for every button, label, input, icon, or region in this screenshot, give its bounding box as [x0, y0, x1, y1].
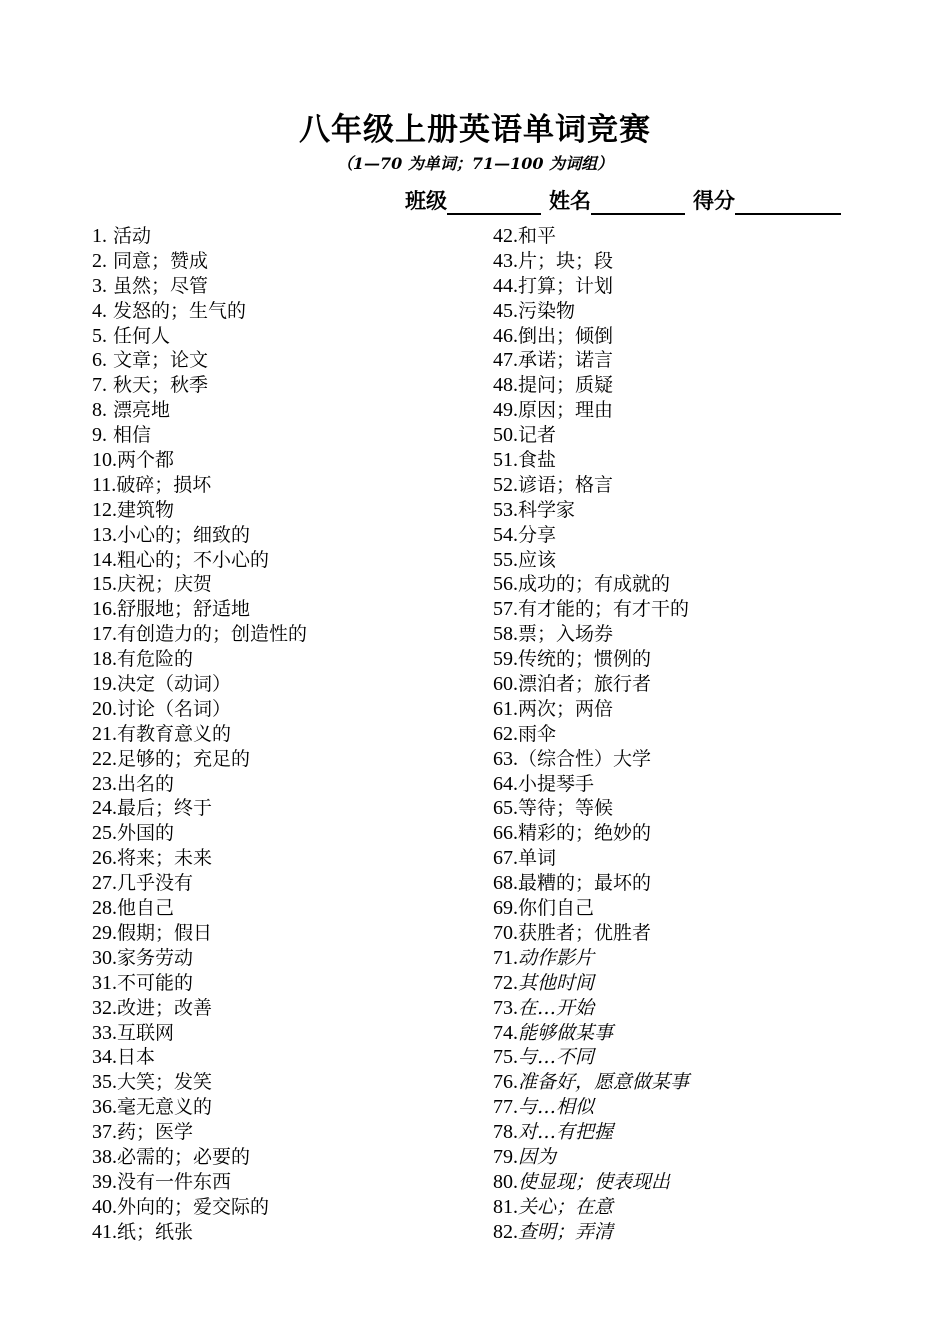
item-text: 出名的 [117, 772, 175, 795]
list-item [92, 1045, 472, 1070]
list-item [92, 398, 472, 423]
item-number: 33. [92, 1021, 117, 1044]
list-item [92, 647, 472, 672]
list-item [493, 299, 933, 324]
list-item [92, 1021, 472, 1046]
item-number: 28. [92, 897, 117, 920]
list-item [493, 946, 933, 971]
item-text: 活动 [113, 225, 152, 247]
item-text: 有才能的；有才干的 [518, 598, 690, 621]
item-text: 粗心的；不小心的 [117, 548, 270, 571]
item-number: 22. [92, 747, 117, 770]
item-number: 71. [493, 946, 518, 969]
list-item [92, 1195, 472, 1220]
item-text: 因为 [518, 1145, 557, 1168]
item-number: 73. [493, 996, 518, 1019]
item-text: 日本 [117, 1046, 156, 1069]
item-number: 4. [92, 299, 107, 322]
list-item [92, 324, 472, 349]
item-number: 74. [493, 1021, 518, 1044]
list-item [493, 423, 933, 448]
item-number: 44. [493, 274, 518, 297]
item-number: 58. [493, 623, 518, 646]
list-item [493, 921, 933, 946]
list-item [92, 846, 472, 871]
item-text: （综合性）大学 [518, 747, 652, 770]
item-number: 31. [92, 971, 117, 994]
list-item [493, 672, 933, 697]
item-number: 47. [493, 349, 518, 372]
item-number: 65. [493, 797, 518, 820]
item-text: 污染物 [518, 299, 576, 322]
item-text: 最糟的；最坏的 [518, 872, 652, 895]
item-number: 56. [493, 573, 518, 596]
item-text: 在…开始 [518, 996, 595, 1019]
list-item [92, 796, 472, 821]
item-text: 必需的；必要的 [117, 1145, 251, 1168]
item-text: 将来；未来 [117, 847, 213, 870]
item-number: 15. [92, 573, 117, 596]
item-text: 承诺；诺言 [518, 349, 614, 372]
item-text: 关心；在意 [518, 1195, 614, 1218]
list-item [92, 1145, 472, 1170]
list-item [92, 249, 472, 274]
item-text: 和平 [518, 225, 557, 247]
item-number: 17. [92, 623, 117, 646]
list-item [92, 1070, 472, 1095]
item-number: 72. [493, 971, 518, 994]
list-item [92, 572, 472, 597]
item-number: 59. [493, 648, 518, 671]
name-blank[interactable] [591, 189, 685, 215]
item-number: 25. [92, 822, 117, 845]
item-number: 55. [493, 548, 518, 571]
item-number: 60. [493, 673, 518, 696]
item-text: 打算；计划 [518, 274, 614, 297]
page-title: 八年级上册英语单词竞赛 [299, 112, 651, 148]
item-number: 2. [92, 249, 107, 272]
list-item [493, 821, 933, 846]
item-text: 他自己 [117, 897, 175, 920]
item-number: 63. [493, 747, 518, 770]
list-item [92, 274, 472, 299]
item-text: 与…相似 [518, 1096, 595, 1119]
list-item [493, 324, 933, 349]
item-text: 食盐 [518, 449, 557, 472]
item-text: 不可能的 [117, 971, 194, 994]
item-number: 26. [92, 847, 117, 870]
item-text: 破碎；损坏 [116, 473, 212, 496]
item-text: 改进；改善 [117, 996, 213, 1019]
item-number: 5. [92, 324, 107, 347]
item-number: 29. [92, 921, 117, 944]
item-number: 20. [92, 697, 117, 720]
item-text: 记者 [518, 424, 557, 447]
item-text: 两次；两倍 [518, 697, 614, 720]
item-text: 等待；等候 [518, 797, 614, 820]
list-item [493, 1120, 933, 1145]
item-number: 27. [92, 872, 117, 895]
item-text: 你们自己 [518, 897, 595, 920]
item-text: 精彩的；绝妙的 [518, 822, 652, 845]
item-number: 78. [493, 1121, 518, 1144]
item-text: 相信 [113, 424, 152, 447]
list-item [493, 548, 933, 573]
item-number: 43. [493, 249, 518, 272]
item-number: 66. [493, 822, 518, 845]
item-number: 79. [493, 1145, 518, 1168]
item-text: 提问；质疑 [518, 374, 614, 397]
item-number: 36. [92, 1096, 117, 1119]
item-number: 16. [92, 598, 117, 621]
list-item [493, 473, 933, 498]
item-number: 67. [493, 847, 518, 870]
item-text: 药；医学 [117, 1121, 194, 1144]
list-item [493, 622, 933, 647]
left-column [92, 224, 472, 1245]
list-item [493, 971, 933, 996]
item-text: 舒服地；舒适地 [117, 598, 251, 621]
item-text: 能够做某事 [518, 1021, 614, 1044]
item-number: 76. [493, 1071, 518, 1094]
list-item [92, 1220, 472, 1245]
item-number: 45. [493, 299, 518, 322]
item-text: 动作影片 [518, 946, 595, 969]
item-text: 外国的 [117, 822, 175, 845]
list-item [493, 697, 933, 722]
list-item [92, 597, 472, 622]
item-number: 49. [493, 399, 518, 422]
item-text: 分享 [518, 523, 557, 546]
list-item [493, 996, 933, 1021]
list-item [493, 1045, 933, 1070]
list-item [493, 398, 933, 423]
item-number: 41. [92, 1220, 117, 1243]
item-text: 与…不同 [518, 1046, 595, 1069]
list-item [92, 622, 472, 647]
item-number: 61. [493, 697, 518, 720]
list-item [92, 224, 472, 249]
item-text: 大笑；发笑 [117, 1071, 213, 1094]
list-item [92, 498, 472, 523]
item-text: 有创造力的；创造性的 [117, 623, 308, 646]
list-item [493, 1070, 933, 1095]
item-text: 应该 [518, 548, 557, 571]
item-text: 有教育意义的 [117, 722, 232, 745]
item-number: 6. [92, 349, 107, 372]
item-text: 获胜者；优胜者 [518, 921, 652, 944]
item-number: 7. [92, 374, 107, 397]
list-item [493, 1195, 933, 1220]
item-number: 30. [92, 946, 117, 969]
item-number: 18. [92, 648, 117, 671]
item-number: 77. [493, 1096, 518, 1119]
list-item [493, 597, 933, 622]
item-text: 小心的；细致的 [117, 523, 251, 546]
item-text: 纸；纸张 [117, 1220, 194, 1243]
item-number: 9. [92, 424, 107, 447]
name-label: 姓名 [549, 189, 591, 213]
item-number: 46. [493, 324, 518, 347]
item-number: 10. [92, 449, 117, 472]
list-item [92, 299, 472, 324]
list-item [92, 1170, 472, 1195]
item-number: 13. [92, 523, 117, 546]
list-item [493, 1170, 933, 1195]
list-item [92, 373, 472, 398]
item-text: 毫无意义的 [117, 1096, 213, 1119]
list-item [493, 896, 933, 921]
list-item [493, 846, 933, 871]
class-label: 班级 [405, 189, 447, 213]
list-item [493, 1095, 933, 1120]
item-number: 38. [92, 1145, 117, 1168]
list-item [92, 722, 472, 747]
item-text: 小提琴手 [518, 772, 595, 795]
item-number: 23. [92, 772, 117, 795]
info-line [405, 183, 841, 215]
list-item [493, 249, 933, 274]
class-blank[interactable] [447, 189, 541, 215]
item-text: 决定（动词） [117, 673, 232, 696]
item-text: 漂泊者；旅行者 [518, 673, 652, 696]
score-blank[interactable] [735, 189, 841, 215]
item-number: 35. [92, 1071, 117, 1094]
list-item [493, 871, 933, 896]
item-number: 82. [493, 1220, 518, 1243]
list-item [493, 572, 933, 597]
list-item [493, 348, 933, 373]
page-subtitle: （1—70 为单词；71—100 为词组） [336, 154, 614, 173]
item-number: 62. [493, 722, 518, 745]
item-number: 21. [92, 722, 117, 745]
list-item [92, 423, 472, 448]
list-item [92, 548, 472, 573]
list-item [92, 747, 472, 772]
item-text: 使显现；使表现出 [518, 1170, 671, 1193]
list-item [92, 821, 472, 846]
item-number: 53. [493, 498, 518, 521]
item-number: 57. [493, 598, 518, 621]
item-text: 两个都 [117, 449, 175, 472]
list-item [493, 1145, 933, 1170]
item-number: 34. [92, 1046, 117, 1069]
item-number: 39. [92, 1170, 117, 1193]
item-number: 75. [493, 1046, 518, 1069]
item-text: 几乎没有 [117, 872, 194, 895]
item-text: 发怒的；生气的 [113, 299, 247, 322]
item-number: 50. [493, 424, 518, 447]
item-text: 讨论（名词） [117, 697, 232, 720]
item-text: 单词 [518, 847, 557, 870]
list-item [493, 498, 933, 523]
item-number: 42. [493, 225, 518, 247]
item-number: 3. [92, 274, 107, 297]
item-number: 37. [92, 1121, 117, 1144]
list-item [92, 348, 472, 373]
item-text: 传统的；惯例的 [518, 648, 652, 671]
item-number: 19. [92, 673, 117, 696]
list-item [92, 896, 472, 921]
item-text: 查明；弄清 [518, 1220, 614, 1243]
item-text: 文章；论文 [113, 349, 209, 372]
item-number: 64. [493, 772, 518, 795]
list-item [493, 373, 933, 398]
list-item [92, 946, 472, 971]
item-number: 14. [92, 548, 117, 571]
item-text: 准备好，愿意做某事 [518, 1071, 690, 1094]
list-item [493, 747, 933, 772]
list-item [92, 473, 472, 498]
item-number: 70. [493, 921, 518, 944]
score-label: 得分 [693, 189, 735, 213]
item-text: 外向的；爱交际的 [117, 1195, 270, 1218]
item-text: 片；块；段 [518, 249, 614, 272]
item-text: 谚语；格言 [518, 473, 614, 496]
item-text: 对…有把握 [518, 1121, 614, 1144]
list-item [92, 448, 472, 473]
list-item [92, 921, 472, 946]
item-text: 原因；理由 [518, 399, 614, 422]
item-text: 家务劳动 [117, 946, 194, 969]
item-text: 互联网 [117, 1021, 175, 1044]
list-item [92, 971, 472, 996]
item-number: 48. [493, 374, 518, 397]
list-item [92, 871, 472, 896]
item-number: 32. [92, 996, 117, 1019]
item-number: 81. [493, 1195, 518, 1218]
item-text: 庆祝；庆贺 [117, 573, 213, 596]
list-item [493, 1021, 933, 1046]
item-number: 51. [493, 449, 518, 472]
item-text: 成功的；有成就的 [518, 573, 671, 596]
list-item [92, 523, 472, 548]
item-number: 69. [493, 897, 518, 920]
list-item [92, 1095, 472, 1120]
list-item [493, 796, 933, 821]
right-column [493, 224, 933, 1245]
list-item [493, 647, 933, 672]
item-number: 24. [92, 797, 117, 820]
list-item [92, 772, 472, 797]
list-item [92, 672, 472, 697]
item-number: 12. [92, 498, 117, 521]
item-text: 其他时间 [518, 971, 595, 994]
item-number: 68. [493, 872, 518, 895]
list-item [92, 697, 472, 722]
list-item [92, 996, 472, 1021]
item-text: 同意；赞成 [113, 249, 209, 272]
item-text: 足够的；充足的 [117, 747, 251, 770]
item-text: 虽然；尽管 [113, 274, 209, 297]
item-text: 秋天；秋季 [113, 374, 209, 397]
list-item [493, 772, 933, 797]
item-number: 80. [493, 1170, 518, 1193]
item-text: 科学家 [518, 498, 576, 521]
item-text: 票；入场券 [518, 623, 614, 646]
item-number: 40. [92, 1195, 117, 1218]
item-text: 建筑物 [117, 498, 175, 521]
item-text: 没有一件东西 [117, 1170, 232, 1193]
item-text: 假期；假日 [117, 921, 213, 944]
item-text: 有危险的 [117, 648, 194, 671]
item-text: 倒出；倾倒 [518, 324, 614, 347]
list-item [493, 1220, 933, 1245]
list-item [493, 722, 933, 747]
item-number: 8. [92, 399, 107, 422]
item-number: 54. [493, 523, 518, 546]
list-item [493, 274, 933, 299]
item-number: 1. [92, 225, 107, 247]
list-item [493, 523, 933, 548]
list-item [493, 224, 933, 249]
item-number: 52. [493, 473, 518, 496]
item-text: 漂亮地 [113, 399, 171, 422]
list-item [493, 448, 933, 473]
item-number: 11. [92, 473, 117, 496]
item-text: 雨伞 [518, 722, 557, 745]
list-item [92, 1120, 472, 1145]
item-text: 任何人 [113, 324, 171, 347]
item-text: 最后；终于 [117, 797, 213, 820]
